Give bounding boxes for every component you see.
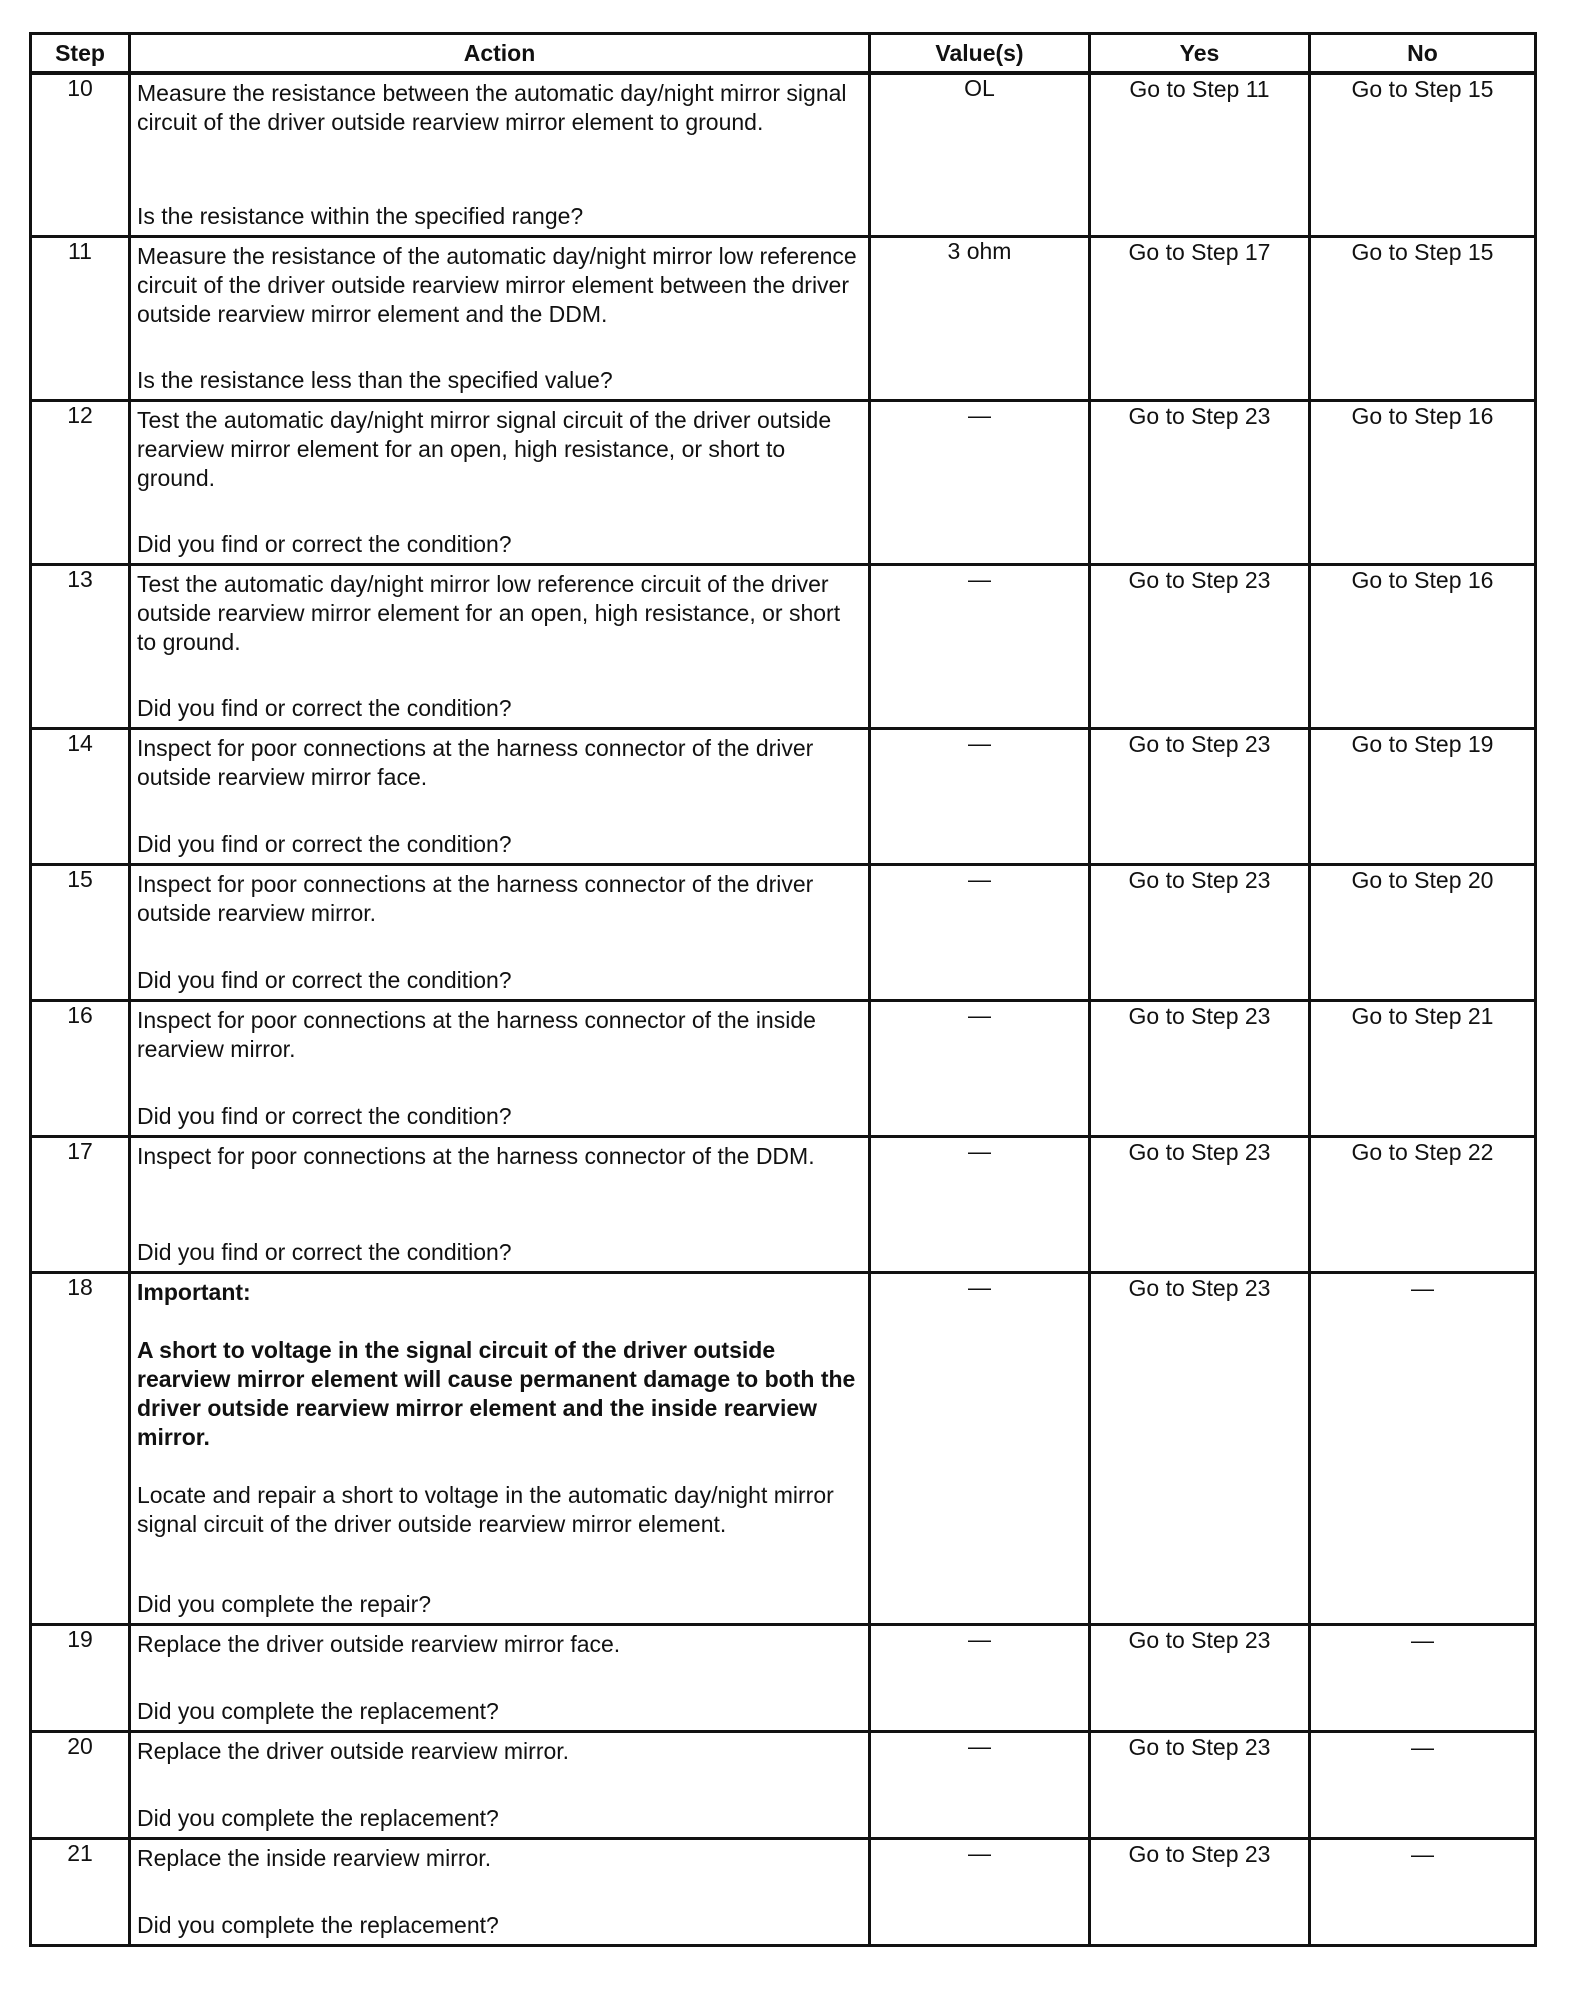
yes-text: Go to Step 23 bbox=[1128, 1734, 1271, 1760]
action-question: Did you find or correct the condition? bbox=[137, 531, 512, 557]
yes-cell bbox=[1090, 73, 1310, 237]
yes-text: Go to Step 23 bbox=[1128, 731, 1271, 757]
step-number: 14 bbox=[31, 729, 130, 865]
value-cell: — bbox=[870, 565, 1090, 729]
step-number: 20 bbox=[31, 1732, 130, 1839]
step-number: 12 bbox=[31, 401, 130, 565]
action-cell bbox=[130, 565, 870, 729]
value-cell: — bbox=[870, 865, 1090, 1001]
yes-cell bbox=[1090, 565, 1310, 729]
action-question: Did you find or correct the condition? bbox=[137, 1239, 512, 1265]
action-cell bbox=[130, 73, 870, 237]
action-text: Inspect for poor connections at the harness connector of the inside rearview mirror. bbox=[137, 1007, 816, 1062]
yes-text: Go to Step 23 bbox=[1128, 1275, 1271, 1301]
no-text: — bbox=[1411, 1627, 1434, 1653]
value-cell: 3 ohm bbox=[870, 237, 1090, 401]
yes-cell bbox=[1090, 1839, 1310, 1946]
action-text: Test the automatic day/night mirror signal circuit of the driver outside rearview mirror element for an open, high resistance, or short to ground. bbox=[137, 407, 832, 491]
value-cell: — bbox=[870, 1273, 1090, 1625]
yes-text: Go to Step 17 bbox=[1128, 239, 1271, 265]
header-no: No bbox=[1310, 34, 1536, 74]
yes-text: Go to Step 23 bbox=[1128, 867, 1271, 893]
table-row bbox=[31, 1137, 1536, 1273]
no-cell bbox=[1310, 237, 1536, 401]
action-text: Replace the driver outside rearview mirror face. bbox=[137, 1631, 621, 1657]
value-cell: — bbox=[870, 1001, 1090, 1137]
no-cell bbox=[1310, 1732, 1536, 1839]
no-text: Go to Step 16 bbox=[1351, 567, 1494, 593]
action-text: Inspect for poor connections at the harness connector of the DDM. bbox=[137, 1143, 815, 1169]
no-text: — bbox=[1411, 1841, 1434, 1867]
step-number: 18 bbox=[31, 1273, 130, 1625]
table-row bbox=[31, 1001, 1536, 1137]
header-action: Action bbox=[130, 34, 870, 74]
yes-cell bbox=[1090, 1732, 1310, 1839]
action-question: Did you complete the replacement? bbox=[137, 1698, 499, 1724]
yes-text: Go to Step 23 bbox=[1128, 1627, 1271, 1653]
action-cell bbox=[130, 729, 870, 865]
yes-cell bbox=[1090, 401, 1310, 565]
no-cell bbox=[1310, 565, 1536, 729]
yes-cell bbox=[1090, 865, 1310, 1001]
value-cell: — bbox=[870, 401, 1090, 565]
action-text: Replace the inside rearview mirror. bbox=[137, 1845, 492, 1871]
table-row bbox=[31, 401, 1536, 565]
action-cell bbox=[130, 237, 870, 401]
table-row bbox=[31, 1273, 1536, 1625]
yes-text: Go to Step 23 bbox=[1128, 403, 1271, 429]
header-yes: Yes bbox=[1090, 34, 1310, 74]
action-cell bbox=[130, 1001, 870, 1137]
value-cell: — bbox=[870, 1732, 1090, 1839]
yes-text: Go to Step 23 bbox=[1128, 567, 1271, 593]
no-cell bbox=[1310, 401, 1536, 565]
action-cell bbox=[130, 1625, 870, 1732]
no-cell bbox=[1310, 73, 1536, 237]
step-number: 16 bbox=[31, 1001, 130, 1137]
action-question: Did you complete the repair? bbox=[137, 1591, 432, 1617]
yes-cell bbox=[1090, 1625, 1310, 1732]
table-row bbox=[31, 73, 1536, 237]
no-text: Go to Step 15 bbox=[1351, 239, 1494, 265]
step-number: 21 bbox=[31, 1839, 130, 1946]
table-row bbox=[31, 865, 1536, 1001]
no-cell bbox=[1310, 1839, 1536, 1946]
step-number: 19 bbox=[31, 1625, 130, 1732]
action-text: Test the automatic day/night mirror low reference circuit of the driver outside rearview mirror element for an open, high resistance, or short to ground. bbox=[137, 571, 841, 655]
action-text: Inspect for poor connections at the harness connector of the driver outside rearview mirror. bbox=[137, 871, 814, 926]
no-text: Go to Step 22 bbox=[1351, 1139, 1494, 1165]
no-text: — bbox=[1411, 1275, 1434, 1301]
action-question: Did you complete the replacement? bbox=[137, 1805, 499, 1831]
no-cell bbox=[1310, 1273, 1536, 1625]
action-cell bbox=[130, 1273, 870, 1625]
action-text: Inspect for poor connections at the harness connector of the driver outside rearview mirror face. bbox=[137, 735, 814, 790]
no-text: — bbox=[1411, 1734, 1434, 1760]
header-values: Value(s) bbox=[870, 34, 1090, 74]
action-question: Is the resistance less than the specified value? bbox=[137, 367, 613, 393]
no-cell bbox=[1310, 1137, 1536, 1273]
yes-cell bbox=[1090, 1137, 1310, 1273]
no-text: Go to Step 15 bbox=[1351, 76, 1494, 102]
no-text: Go to Step 16 bbox=[1351, 403, 1494, 429]
no-text: Go to Step 21 bbox=[1351, 1003, 1494, 1029]
action-question: Did you find or correct the condition? bbox=[137, 1103, 512, 1129]
action-cell bbox=[130, 865, 870, 1001]
header-row bbox=[31, 34, 1536, 74]
no-cell bbox=[1310, 865, 1536, 1001]
table-row bbox=[31, 565, 1536, 729]
header-step: Step bbox=[31, 34, 130, 74]
action-text: Locate and repair a short to voltage in the automatic day/night mirror signal circuit of the driver outside rearview mirror element. bbox=[137, 1482, 834, 1537]
value-cell: — bbox=[870, 1137, 1090, 1273]
value-cell: — bbox=[870, 729, 1090, 865]
yes-cell bbox=[1090, 729, 1310, 865]
no-text: Go to Step 19 bbox=[1351, 731, 1494, 757]
yes-text: Go to Step 23 bbox=[1128, 1841, 1271, 1867]
important-text: A short to voltage in the signal circuit of the driver outside rearview mirror element will cause permanent damage to both the driver outside rearview mirror element and the inside rearview mirror. bbox=[137, 1337, 856, 1450]
value-cell: OL bbox=[870, 73, 1090, 237]
action-question: Did you complete the replacement? bbox=[137, 1912, 499, 1938]
important-heading: Important: bbox=[137, 1279, 251, 1305]
table-body bbox=[31, 73, 1536, 1946]
action-text: Replace the driver outside rearview mirror. bbox=[137, 1738, 570, 1764]
step-number: 17 bbox=[31, 1137, 130, 1273]
table-row bbox=[31, 729, 1536, 865]
action-cell bbox=[130, 1732, 870, 1839]
yes-cell bbox=[1090, 1273, 1310, 1625]
yes-cell bbox=[1090, 1001, 1310, 1137]
no-cell bbox=[1310, 1001, 1536, 1137]
yes-text: Go to Step 23 bbox=[1128, 1139, 1271, 1165]
yes-cell bbox=[1090, 237, 1310, 401]
action-question: Did you find or correct the condition? bbox=[137, 695, 512, 721]
action-text: Measure the resistance between the automatic day/night mirror signal circuit of the driver outside rearview mirror element to ground. bbox=[137, 80, 847, 135]
step-number: 13 bbox=[31, 565, 130, 729]
value-cell: — bbox=[870, 1625, 1090, 1732]
step-number: 15 bbox=[31, 865, 130, 1001]
table-row bbox=[31, 1625, 1536, 1732]
action-cell bbox=[130, 1839, 870, 1946]
table-row bbox=[31, 1732, 1536, 1839]
action-question: Did you find or correct the condition? bbox=[137, 967, 512, 993]
table-row bbox=[31, 1839, 1536, 1946]
step-number: 10 bbox=[31, 73, 130, 237]
yes-text: Go to Step 11 bbox=[1129, 76, 1270, 102]
action-question: Is the resistance within the specified range? bbox=[137, 203, 584, 229]
no-cell bbox=[1310, 729, 1536, 865]
action-text: Measure the resistance of the automatic day/night mirror low reference circuit of the driver outside rearview mirror element between the driver outside rearview mirror element and the DDM. bbox=[137, 243, 857, 327]
value-cell: — bbox=[870, 1839, 1090, 1946]
table-row bbox=[31, 237, 1536, 401]
step-number: 11 bbox=[31, 237, 130, 401]
yes-text: Go to Step 23 bbox=[1128, 1003, 1271, 1029]
no-cell bbox=[1310, 1625, 1536, 1732]
no-text: Go to Step 20 bbox=[1351, 867, 1494, 893]
action-cell bbox=[130, 1137, 870, 1273]
action-cell bbox=[130, 401, 870, 565]
action-question: Did you find or correct the condition? bbox=[137, 831, 512, 857]
diagnostic-table bbox=[29, 32, 1537, 1947]
